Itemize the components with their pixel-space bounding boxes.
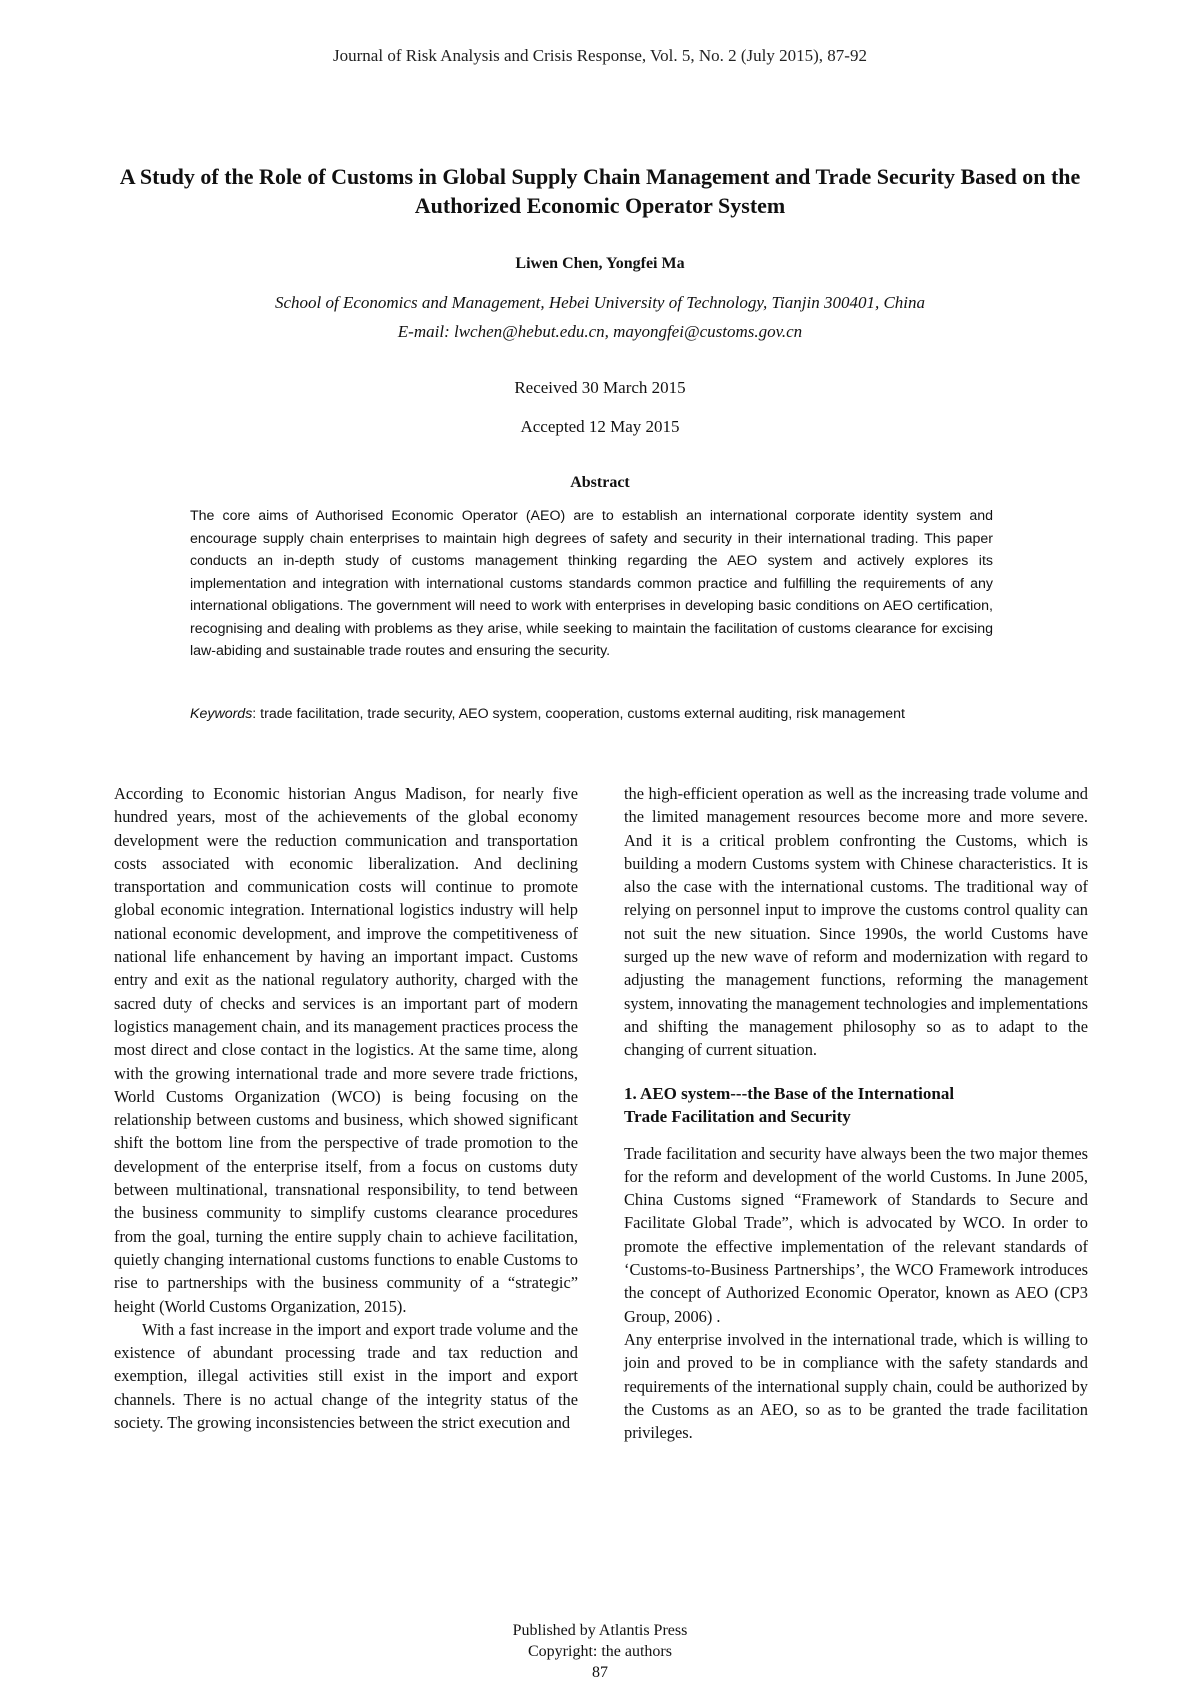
page-footer xyxy=(0,1620,1200,1683)
body-paragraph: Any enterprise involved in the international trade, which is willing to join and proved to be in compliance with the safety standards and requirements of the international supply chain, could be authorized by the Customs as an AEO, so as to be granted the trade facilitation privileges. xyxy=(624,1329,1088,1443)
section-heading xyxy=(624,1082,1088,1128)
paper-title: A Study of the Role of Customs in Global Supply Chain Management and Trade Security Based on the Authorized Economic Operator System xyxy=(119,164,1081,218)
received-date: Received 30 March 2015 xyxy=(514,378,686,397)
copyright: Copyright: the authors xyxy=(528,1643,672,1660)
page-number: 87 xyxy=(592,1664,608,1681)
authors: Liwen Chen, Yongfei Ma xyxy=(515,255,685,272)
accepted-date: Accepted 12 May 2015 xyxy=(520,417,680,436)
affiliation: School of Economics and Management, Hebei University of Technology, Tianjin 300401, China xyxy=(274,293,926,312)
abstract-text: The core aims of Authorised Economic Operator (AEO) are to establish an international corporate identity system and encourage supply chain enterprises to maintain high degrees of safety and security in their international trading. This paper conducts an in-depth study of customs management thinking regarding the AEO system and actively explores its implementation and integration with international customs standards common practice and fulfilling the requirements of any international obligations. The government will need to work with enterprises in developing basic conditions on AEO certification, recognising and dealing with problems as they arise, while seeking to maintain the facilitation of customs clearance for excising law-abiding and sustainable trade routes and ensuring the security. xyxy=(190,508,993,659)
affiliation-block xyxy=(0,288,1200,346)
body-paragraph: According to Economic historian Angus Madison, for nearly five hundred years, most of the achievements of the global economy development were the reduction communication and transportation costs associated with economic liberalization. And declining transportation and communication costs will continue to promote global economic integration. International logistics industry will help national economic development, and improve the competitiveness of national life enhancement by having an important impact. Customs entry and exit as the national regulatory authority, charged with the sacred duty of checks and services is an important part of modern logistics management chain, and its management practices process the most direct and close contact in the logistics. At the same time, along with the growing international trade and more severe trade frictions, World Customs Organization (WCO) is being focusing on the relationship between customs and business, which showed significant shift the bottom line from the perspective of trade promotion to the development of the enterprise itself, from a focus on customs duty between multinational, transnational responsibility, to tend between the business community to simplify customs clearance procedures from the goal, turning the entire supply chain to achieve facilitation, quietly changing international customs functions to enable Customs to rise to partnerships with the business community of a “strategic” height (World Customs Organization, 2015). xyxy=(114,784,578,1316)
keywords-label: Keywords xyxy=(190,706,253,722)
email-line: E-mail: lwchen@hebut.edu.cn, mayongfei@customs.gov.cn xyxy=(397,322,803,341)
body-paragraph: the high-efficient operation as well as the increasing trade volume and the limited management resources become more and more severe. And it is a critical problem confronting the Customs, which is building a modern Customs system with Chinese characteristics. It is also the case with the international customs. The traditional way of relying on personnel input to improve the customs control quality can not suit the new situation. Since 1990s, the world Customs have surged up the new wave of reform and modernization with regard to adjusting the management functions, reforming the management system, innovating the management technologies and implementations and shifting the management philosophy so as to adapt to the changing of current situation. xyxy=(624,784,1088,1060)
left-column xyxy=(114,782,578,1434)
publisher: Published by Atlantis Press xyxy=(512,1622,688,1639)
abstract-heading: Abstract xyxy=(570,474,630,491)
section-heading-line: 1. AEO system---the Base of the International xyxy=(624,1083,955,1103)
right-column xyxy=(624,782,1088,1444)
body-paragraph: With a fast increase in the import and export trade volume and the existence of abundant processing trade and tax reduction and exemption, illegal activities still exist in the import and export channels. There is no actual change of the integrity status of the society. The growing inconsistencies between the strict execution and xyxy=(114,1319,578,1433)
keywords xyxy=(190,703,993,726)
body-paragraph: Trade facilitation and security have always been the two major themes for the reform and development of the world Customs. In June 2005, China Customs signed “Framework of Standards to Secure and Facilitate Global Trade”, which is advocated by WCO. In order to promote the effective implementation of the relevant standards of ‘Customs-to-Business Partnerships’, the WCO Framework introduces the concept of Authorized Economic Operator, known as AEO (CP3 Group, 2006) . xyxy=(624,1143,1088,1326)
section-heading-line: Trade Facilitation and Security xyxy=(624,1106,851,1126)
journal-header: Journal of Risk Analysis and Crisis Response, Vol. 5, No. 2 (July 2015), 87-92 xyxy=(333,46,867,65)
keywords-list: : trade facilitation, trade security, AEO system, cooperation, customs external auditing, risk management xyxy=(252,706,905,722)
